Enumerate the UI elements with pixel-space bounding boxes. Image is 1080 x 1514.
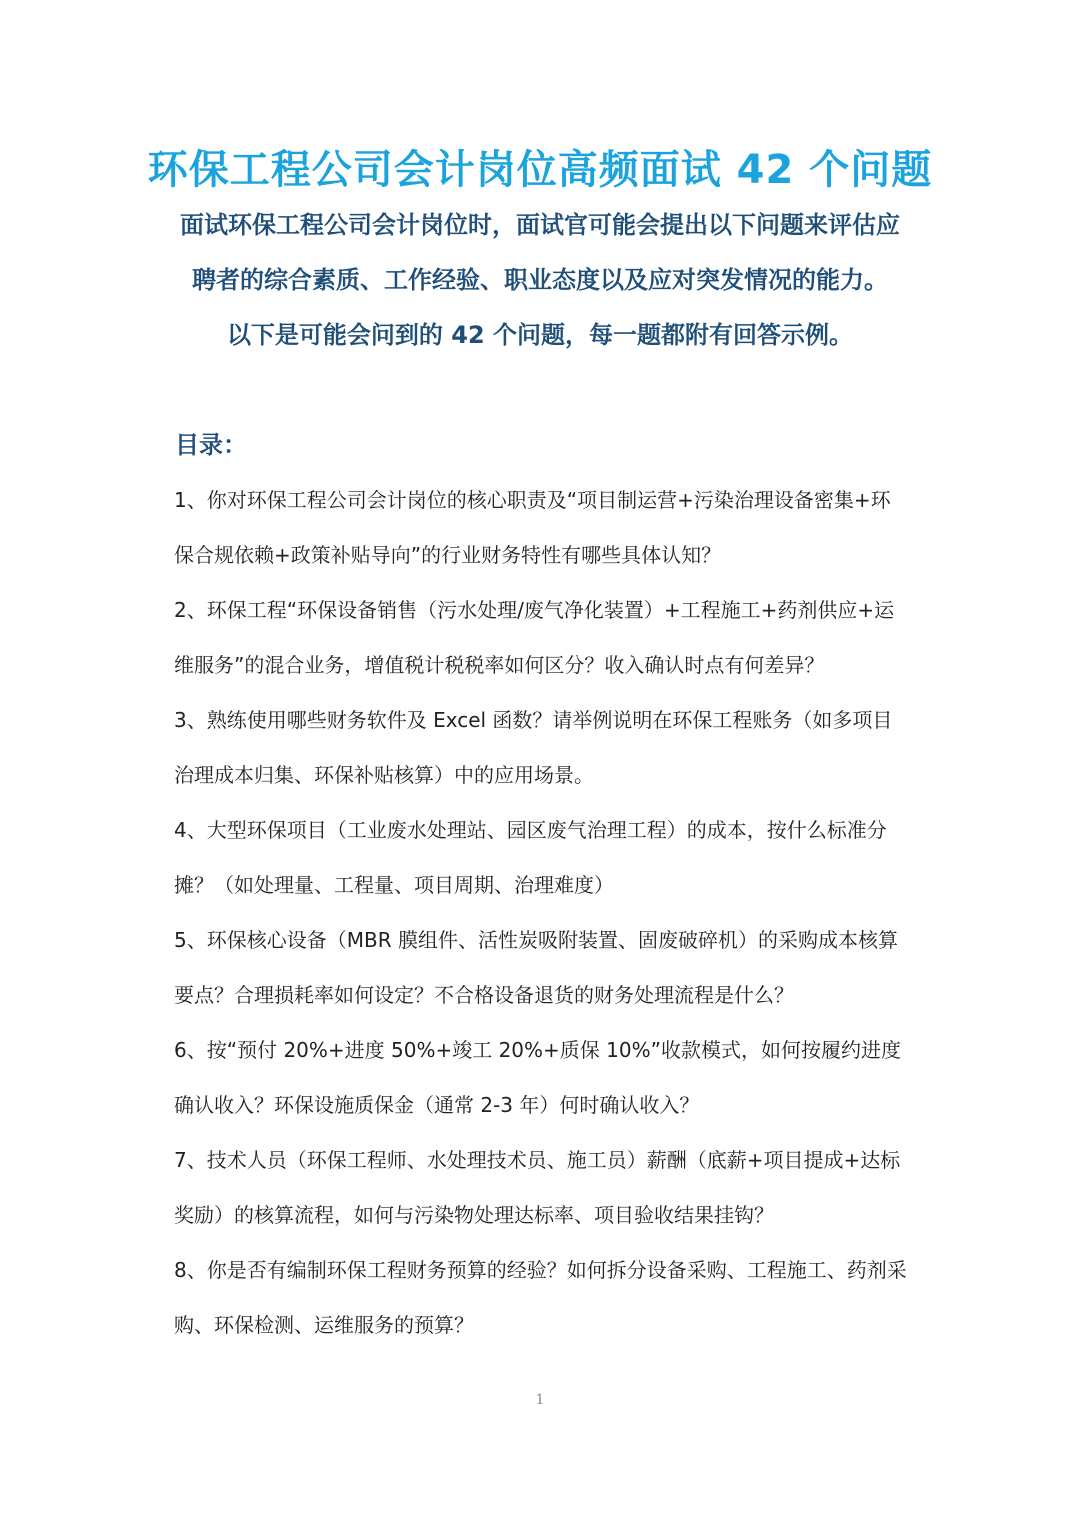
question-item: 4、大型环保项目（工业废水处理站、园区废气治理工程）的成本，按什么标准分摊？（如处理量、工程量、项目周期、治理难度） [174,818,887,897]
question-item: 3、熟练使用哪些财务软件及 Excel 函数？请举例说明在环保工程账务（如多项目治理成本归集、环保补贴核算）中的应用场景。 [174,708,893,787]
question-item: 6、按“预付 20%+进度 50%+竣工 20%+质保 10%”收款模式，如何按履约进度确认收入？环保设施质保金（通常 2-3 年）何时确认收入？ [174,1038,901,1117]
question-item: 8、你是否有编制环保工程财务预算的经验？如何拆分设备采购、工程施工、药剂采购、环保检测、运维服务的预算？ [174,1258,907,1337]
page-number: 1 [535,1392,545,1408]
question-item: 5、环保核心设备（MBR 膜组件、活性炭吸附装置、固废破碎机）的采购成本核算要点？合理损耗率如何设定？不合格设备退货的财务处理流程是什么？ [174,928,898,1007]
subintro-paragraph: 以下是可能会问到的 42 个问题，每一题都附有回答示例。 [226,321,854,349]
document-title: 环保工程公司会计岗位高频面试 42 个问题 [147,147,933,193]
toc-label: 目录： [175,431,247,459]
intro-block [170,198,910,363]
question-item: 7、技术人员（环保工程师、水处理技术员、施工员）薪酬（底薪+项目提成+达标奖励）的核算流程，如何与污染物处理达标率、项目验收结果挂钩？ [174,1148,901,1227]
intro-paragraph: 面试环保工程公司会计岗位时，面试官可能会提出以下问题来评估应聘者的综合素质、工作经验、职业态度以及应对突发情况的能力。 [180,211,900,294]
question-item: 2、环保工程“环保设备销售（污水处理/废气净化装置）+工程施工+药剂供应+运维服务”的混合业务，增值税计税税率如何区分？收入确认时点有何差异？ [174,598,895,677]
question-item: 1、你对环保工程公司会计岗位的核心职责及“项目制运营+污染治理设备密集+环保合规依赖+政策补贴导向”的行业财务特性有哪些具体认知？ [174,488,891,567]
question-list [174,473,910,1353]
